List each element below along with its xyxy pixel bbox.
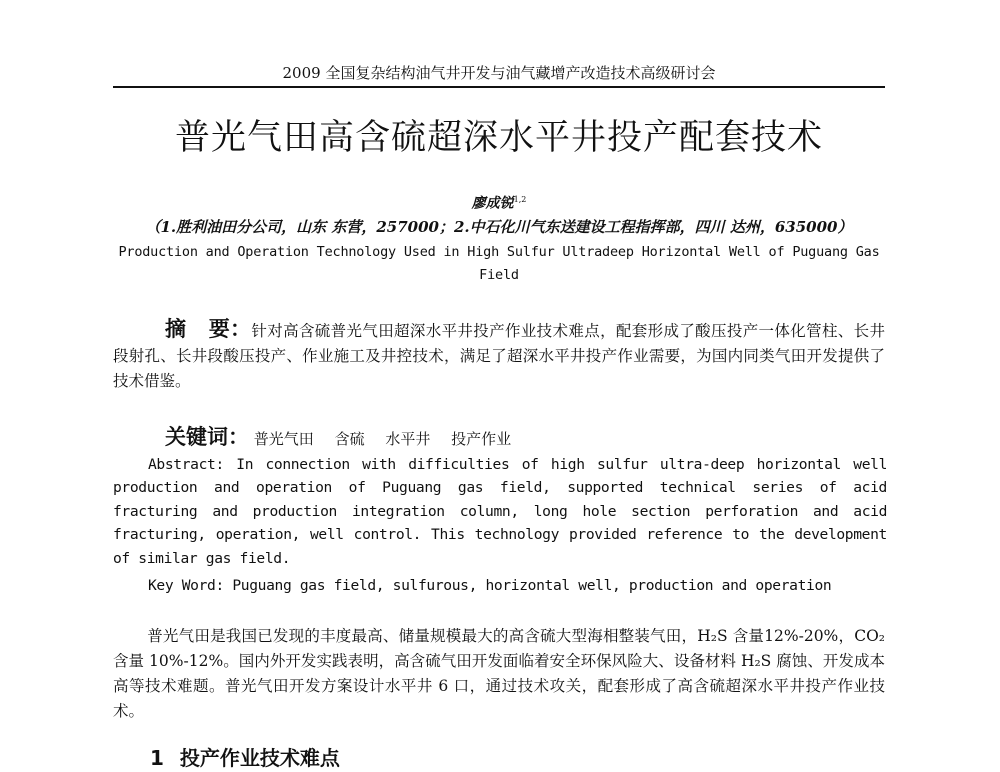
author-name: 廖成锐 (471, 195, 514, 212)
abstract-cn-label-first: 摘 (165, 317, 187, 341)
keyword-en-text: Puguang gas field, sulfurous, horizontal well, production and operation (232, 577, 832, 594)
author-affil-marks: 1,2 (513, 195, 527, 204)
keyword-cn-item: 普光气田 (253, 430, 314, 448)
keyword-cn-item: 含硫 (334, 430, 365, 448)
abstract-cn (113, 317, 885, 394)
author-line (113, 190, 885, 214)
keyword-en (113, 574, 887, 597)
section-1-heading (150, 744, 850, 772)
section-1-title: 投产作业技术难点 (179, 746, 340, 770)
keyword-cn-item: 水平井 (385, 430, 431, 448)
abstract-cn-label-second: 要： (208, 317, 252, 341)
abstract-en (113, 453, 887, 570)
intro-paragraph-text: 普光气田是我国已发现的丰度最高、储量规模最大的高含硫大型海相整装气田，H₂S 含量12%-20%，CO₂含量 10%-12%。国内外开发实践表明，高含硫气田开发面临着安全环保风险大、设备材料 H₂S 腐蚀、开发成本高等技术难题。普光气田开发方案设计水平井 6 口，通过技术攻关，配套形成了高含硫超深水平井投产作业技术。 (113, 627, 885, 720)
english-title: Production and Operation Technology Used in High Sulfur Ultradeep Horizontal Well of Puguang Gas Field (118, 244, 880, 283)
header-rule (113, 86, 885, 88)
keywords-cn (113, 424, 885, 452)
keywords-cn-label: 关键词： (165, 425, 249, 449)
keyword-cn-item: 投产作业 (451, 430, 512, 448)
abstract-en-text: In connection with difficulties of high sulfur ultra-deep horizontal well production and operation of Puguang gas field, supported technical series of acid fracturing and production integration column, long hole section perforation and acid fracturing, operation, well control. This technology provided reference to the development of similar gas field. (113, 456, 888, 567)
affiliation: （1.胜利油田分公司，山东 东营，257000；2.中石化川气东送建设工程指挥部，四川 达州，635000） (145, 218, 853, 236)
paper-title: 普光气田高含硫超深水平井投产配套技术 (174, 118, 823, 158)
abstract-cn-label (113, 317, 251, 341)
keyword-en-label: Key Word: (148, 577, 224, 594)
abstract-en-label: Abstract: (148, 456, 224, 473)
running-header: 2009 全国复杂结构油气井开发与油气藏增产改造技术高级研讨会 (282, 64, 716, 82)
intro-paragraph (113, 624, 885, 724)
section-1-number: 1 (150, 746, 164, 770)
abstract-cn-text: 针对高含硫普光气田超深水平井投产作业技术难点，配套形成了酸压投产一体化管柱、长井段射孔、长井段酸压投产、作业施工及井控技术，满足了超深水平井投产作业需要，为国内同类气田开发提供了技术借鉴。 (113, 322, 885, 390)
